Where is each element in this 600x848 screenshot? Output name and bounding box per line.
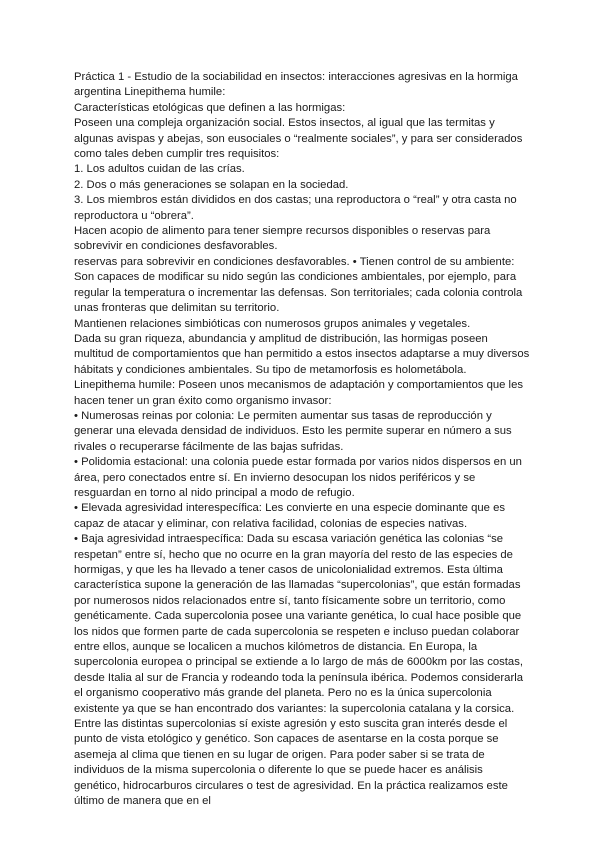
paragraph-humile: Linepithema humile: Poseen unos mecanismos de adaptación y comportamientos que les hacen tener un gran éxito como organismo invasor: (74, 379, 523, 407)
requirement-2: 2. Dos o más generaciones se solapan en la sociedad. (74, 178, 349, 191)
requirement-3: 3. Los miembros están divididos en dos castas; una reproductora o “real” y otra casta no reproductora u “obrera”. (74, 194, 517, 222)
bullet-reinas: • Numerosas reinas por colonia: Le permiten aumentar sus tasas de reproducción y generar una elevada densidad de individuos. Esto les permite superar en número a sus rivales o recuperarse fácilmente de las bajas sufridas. (74, 409, 512, 453)
paragraph-intro: Poseen una compleja organización social. Estos insectos, al igual que las termitas y algunas avispas y abejas, son eusociales o “realmente sociales”, y para ser considerados como tales deben cumplir tres requisitos: (74, 117, 523, 161)
document-page (74, 70, 530, 810)
bullet-polidomia: • Polidomia estacional: una colonia puede estar formada por varios nidos dispersos en un área, pero conectados entre sí. En invierno desocupan los nidos periféricos y se resguardan en torno al nido principal a modo de refugio. (74, 456, 522, 499)
paragraph-riqueza: Dada su gran riqueza, abundancia y amplitud de distribución, las hormigas poseen multitud de comportamientos que han permitido a estos insectos adaptarse a muy diversos hábitats y condiciones ambientales. Su tipo de metamorfosis es holometábola. (74, 332, 530, 376)
paragraph-acopio: Hacen acopio de alimento para tener siempre recursos disponibles o reservas para sobrevivir en condiciones desfavorables. (74, 225, 491, 253)
document-title: Práctica 1 - Estudio de la sociabilidad en insectos: interacciones agresivas en la hormiga argentina Linepithema humile: (74, 71, 518, 99)
paragraph-control: reservas para sobrevivir en condiciones desfavorables. • Tienen control de su ambiente: Son capaces de modificar su nido según las condiciones ambientales, por ejemplo, para regular la temperatura o incrementar las defensas. Son territoriales; cada colonia controla unas fronteras que delimitan su territorio. (74, 255, 523, 315)
heading-characteristics: Características etológicas que definen a las hormigas: (74, 101, 346, 114)
bullet-agresividad-intraespecifica: • Baja agresividad intraespecífica: Dada su escasa variación genética las colonias “se respetan” entre sí, hecho que no ocurre en la gran mayoría del resto de las especies de hormigas, y que les ha llevado a tener casos de unicolonialidad extremos. Esta última característica supone la generación de las llamadas “supercolonias”, que están formadas por numerosos nidos relacionados entre sí, tanto físicamente sobre un territorio, como genéticamente. Cada supercolonia posee una variante genética, lo cual hace posible que los nidos que formen parte de cada supercolonia se respeten e incluso puedan colaborar entre ellos, aunque se localicen a muchos kilómetros de distancia. En Europa, la supercolonia europea o principal se extiende a lo largo de más de 6000km por las costas, desde Italia al sur de Francia y rodeando toda la península ibérica. Podemos considerarla el organismo cooperativo más grande del planeta. Pero no es la única supercolonia existente ya que se han encontrado dos variantes: la supercolonia catalana y la corsica. Entre las distintas supercolonias sí existe agresión y esto suscita gran interés desde el punto de vista etológico y genético. Son capaces de asentarse en la costa porque se asemeja al clima que tienen en su lugar de origen. Para poder saber si se trata de individuos de la misma supercolonia o diferente lo que se puede hacer es análisis genético, hidrocarburos circulares o test de agresividad. En la práctica realizamos este último de manera que en el (74, 533, 524, 808)
requirement-1: 1. Los adultos cuidan de las crías. (74, 163, 245, 176)
paragraph-simbioticas: Mantienen relaciones simbióticas con numerosos grupos animales y vegetales. (74, 317, 471, 330)
bullet-agresividad-interespecifica: • Elevada agresividad interespecífica: Les convierte en una especie dominante que es capaz de atacar y eliminar, con relativa facilidad, colonias de especies nativas. (74, 502, 505, 530)
